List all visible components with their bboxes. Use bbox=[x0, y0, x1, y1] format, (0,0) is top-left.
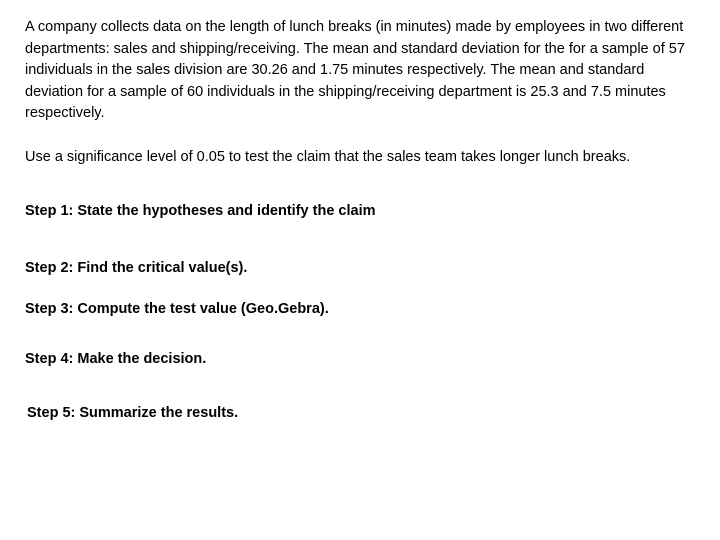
test-instruction: Use a significance level of 0.05 to test the claim that the sales team takes longer lunch breaks. bbox=[25, 149, 631, 165]
step-1-hypotheses: Step 1: State the hypotheses and identify the claim bbox=[25, 203, 376, 219]
step-2-critical-values: Step 2: Find the critical value(s). bbox=[25, 260, 248, 276]
problem-statement: A company collects data on the length of lunch breaks (in minutes) made by employees in two different departments: sales and shipping/receiving. The mean and standard deviation for the for a sample of 57 individuals in the sales division are 30.26 and 1.75 minutes respectively. The mean and standard deviation for a sample of 60 individuals in the shipping/receiving department is 25.3 and 7.5 minutes respectively. bbox=[25, 19, 685, 121]
step-5-summary: Step 5: Summarize the results. bbox=[27, 405, 239, 421]
step-3-test-value: Step 3: Compute the test value (Geo.Gebra). bbox=[25, 301, 329, 317]
step-4-decision: Step 4: Make the decision. bbox=[25, 351, 207, 367]
